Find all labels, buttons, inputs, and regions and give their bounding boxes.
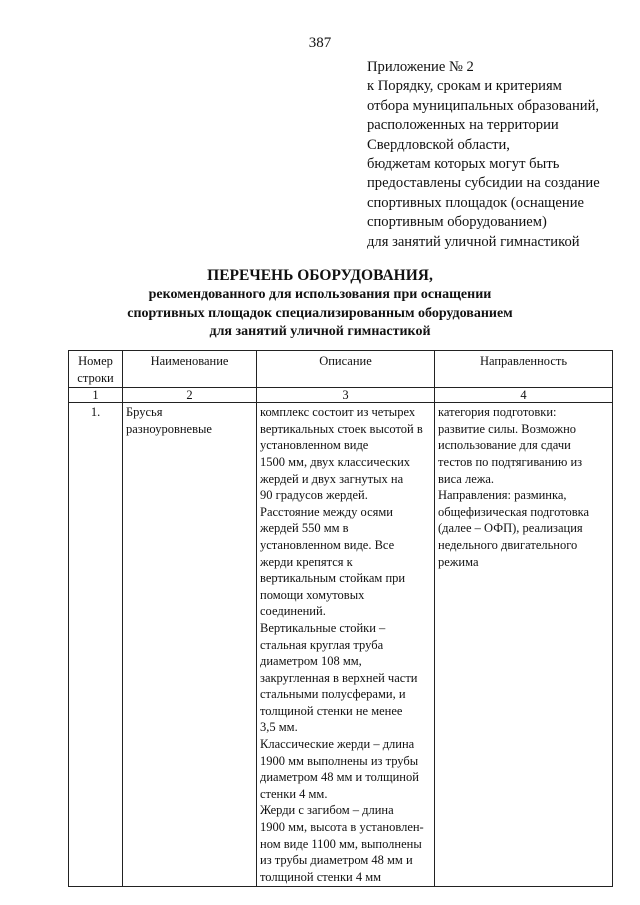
cell-line: ном виде 1100 мм, выполнены <box>260 836 422 851</box>
cell-line: вертикальным стойкам при <box>260 571 406 586</box>
cell-line: 1500 мм, двух классических <box>260 454 411 469</box>
appendix-line: отбора муниципальных образований, <box>367 97 600 114</box>
cell-line: Классические жерди – длина <box>260 737 415 752</box>
cell-line: установленном виде <box>260 438 369 453</box>
cell-line: соединений. <box>260 604 326 619</box>
document-heading <box>0 266 640 342</box>
cell-line: толщиной стенки 4 мм <box>260 869 382 884</box>
cell-line: Вертикальные стойки – <box>260 620 386 635</box>
cell-line: использование для сдачи <box>438 438 571 453</box>
cell-line: категория подготовки: <box>438 405 557 420</box>
column-number: 3 <box>257 388 435 403</box>
cell-line: установленном виде. Все <box>260 537 395 552</box>
cell-line: стальная круглая труба <box>260 637 384 652</box>
cell-name <box>123 403 257 887</box>
cell-line: тестов по подтягиванию из <box>438 454 583 469</box>
cell-line: жердей 550 мм в <box>260 521 349 536</box>
cell-line: развитие силы. Возможно <box>438 421 577 436</box>
cell-direction <box>435 403 613 887</box>
cell-line: 90 градусов жердей. <box>260 488 368 503</box>
cell-line: диаметром 108 мм, <box>260 654 362 669</box>
cell-line: помощи хомутовых <box>260 587 365 602</box>
cell-line: Расстояние между осями <box>260 504 393 519</box>
header-description: Описание <box>257 351 435 388</box>
cell-row-number: 1. <box>69 403 123 887</box>
appendix-line: расположенных на территории <box>367 117 559 134</box>
cell-line: (далее – ОФП), реализация <box>438 521 583 536</box>
cell-line: 1900 мм выполнены из трубы <box>260 753 419 768</box>
heading-title: ПЕРЕЧЕНЬ ОБОРУДОВАНИЯ, <box>207 267 433 284</box>
appendix-line: Свердловской области, <box>367 136 510 153</box>
appendix-line: спортивных площадок (оснащение <box>367 194 584 211</box>
appendix-line: для занятий уличной гимнастикой <box>367 233 580 250</box>
equipment-table <box>68 350 613 887</box>
cell-line: 1900 мм, высота в установлен- <box>260 820 424 835</box>
appendix-line: бюджетам которых могут быть <box>367 156 560 173</box>
cell-line: закругленная в верхней части <box>260 670 418 685</box>
cell-line: толщиной стенки не менее <box>260 703 403 718</box>
cell-line: комплекс состоит из четырех <box>260 405 416 420</box>
cell-line: Жерди с загибом – длина <box>260 803 394 818</box>
cell-line: 3,5 мм. <box>260 720 298 735</box>
cell-line: Направления: разминка, <box>438 488 567 503</box>
header-name: Наименование <box>123 351 257 388</box>
appendix-line: спортивным оборудованием) <box>367 214 547 231</box>
cell-line: диаметром 48 мм и толщиной <box>260 770 419 785</box>
column-number: 2 <box>123 388 257 403</box>
cell-line: общефизическая подготовка <box>438 504 590 519</box>
cell-line: режима <box>438 554 479 569</box>
appendix-line: к Порядку, срокам и критериям <box>367 78 562 95</box>
appendix-line: Приложение № 2 <box>367 59 474 75</box>
appendix-block <box>367 58 632 252</box>
column-number: 4 <box>435 388 613 403</box>
table-header-row <box>69 351 613 388</box>
cell-line: жердей и двух загнутых на <box>260 471 404 486</box>
heading-line: спортивных площадок специализированным оборудованием <box>127 305 513 321</box>
cell-line: стенки 4 мм. <box>260 786 328 801</box>
appendix-line: предоставлены субсидии на создание <box>367 175 600 192</box>
header-row-number: Номер строки <box>69 351 123 388</box>
cell-line: вертикальных стоек высотой в <box>260 421 423 436</box>
heading-line: рекомендованного для использования при оснащении <box>148 287 492 302</box>
page-number: 387 <box>308 35 332 51</box>
table-row <box>69 403 613 887</box>
cell-line: разноуровневые <box>126 421 212 436</box>
cell-line: Брусья <box>126 405 163 420</box>
cell-line: недельного двигательного <box>438 537 578 552</box>
heading-line: для занятий уличной гимнастикой <box>209 324 431 340</box>
cell-description <box>257 403 435 887</box>
header-direction: Направленность <box>435 351 613 388</box>
cell-line: виса лежа. <box>438 471 495 486</box>
column-number-row <box>69 388 613 403</box>
column-number: 1 <box>69 388 123 403</box>
cell-line: жерди крепятся к <box>260 554 353 569</box>
cell-line: из трубы диаметром 48 мм и <box>260 853 413 868</box>
cell-line: стальными полусферами, и <box>260 687 406 702</box>
